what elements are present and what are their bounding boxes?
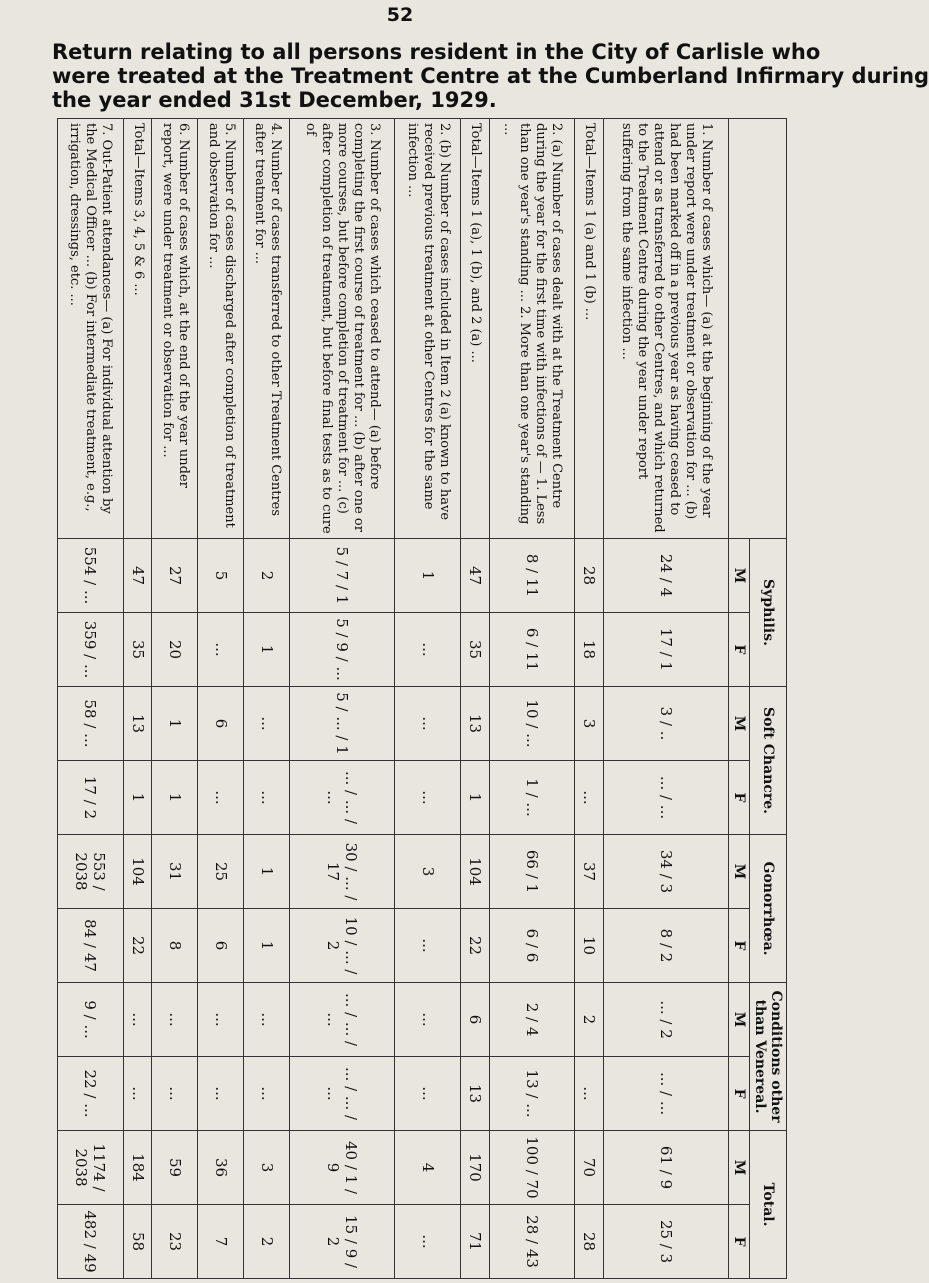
table-cell: 1 / ... (489, 761, 575, 835)
table-cell: ... (152, 983, 198, 1057)
table-row (395, 119, 461, 1279)
table-cell: 28 / 43 (489, 1205, 575, 1279)
row-label: 6. Number of cases which, at the end of the year under report, were under treatment or observation for ... (152, 119, 198, 539)
table-cell: 553 / 2038 (58, 835, 124, 909)
sub-header-m: M (729, 1131, 750, 1205)
sub-header-f: F (729, 613, 750, 687)
table-cell: 5 (198, 539, 244, 613)
table-cell: 104 (461, 835, 490, 909)
group-syphilis: Syphilis. (750, 539, 787, 687)
title-line-3: the year ended 31st December, 1929. (52, 88, 497, 112)
table-cell: 8 / 11 (489, 539, 575, 613)
table-cell: 27 (152, 539, 198, 613)
table-cell: ... / ... (603, 1057, 728, 1131)
table-cell: 3 / .. (603, 687, 728, 761)
page-number: 52 (386, 4, 414, 26)
table-cell: 1 (123, 761, 152, 835)
table-cell: ... / ... (603, 761, 728, 835)
row-label: Total—Items 1 (a) and 1 (b) ... (575, 119, 604, 539)
sub-header-m: M (729, 687, 750, 761)
table-cell: 2 (244, 1205, 290, 1279)
table-cell: ... (244, 1057, 290, 1131)
table-cell: 59 (152, 1131, 198, 1205)
table-cell: 100 / 70 (489, 1131, 575, 1205)
group-total: Total. (750, 1131, 787, 1279)
table-cell: 28 (575, 1205, 604, 1279)
row-label: 2. (a) Number of cases dealt with at the Treatment Centre during the year for the first time with infections of — 1. Less than one year's standing ... 2. More than one year's standing ... (489, 119, 575, 539)
table-cell: 1174 / 2038 (58, 1131, 124, 1205)
table-cell: 20 (152, 613, 198, 687)
table-cell: 2 (244, 539, 290, 613)
table-cell: 84 / 47 (58, 909, 124, 983)
table-cell: 22 (123, 909, 152, 983)
table-cell: 25 (198, 835, 244, 909)
table-cell: 23 (152, 1205, 198, 1279)
table-cell: 5 / ... / 1 (289, 687, 394, 761)
table-cell: 1 (244, 909, 290, 983)
table-cell: 47 (461, 539, 490, 613)
title-line-1: Return relating to all persons resident in the City of Carlisle who (52, 40, 821, 64)
table-cell: ... / ... / ... (289, 1057, 394, 1131)
table-row (244, 119, 290, 1279)
table-cell: 10 / ... (489, 687, 575, 761)
returns-table-container (57, 118, 787, 1278)
table-cell: 13 / ... (489, 1057, 575, 1131)
table-body (58, 119, 729, 1279)
table-cell: 2 / 4 (489, 983, 575, 1057)
document-title (52, 40, 929, 112)
table-cell: 6 / 11 (489, 613, 575, 687)
table-cell: 61 / 9 (603, 1131, 728, 1205)
sub-header-m: M (729, 539, 750, 613)
table-cell: 36 (198, 1131, 244, 1205)
table-cell: 25 / 3 (603, 1205, 728, 1279)
sub-header-f: F (729, 761, 750, 835)
sub-header-m: M (729, 835, 750, 909)
row-label: 7. Out-Patient attendances— (a) For individual attention by the Medical Officer ... (b) For intermediate treatment, e.g., irrigation, dressings, etc. ... (58, 119, 124, 539)
row-label: 1. Number of cases which— (a) at the beginning of the year under report were under treatment or observation for ... (b) had been marked off in a previous year as having ceased to attend or as transferred to other Centres, and which returned to the Treatment Centre during the year under report suffering from the same infection ... (603, 119, 728, 539)
table-cell: 58 / ... (58, 687, 124, 761)
table-row (603, 119, 728, 1279)
table-row (58, 119, 124, 1279)
table-cell: 184 (123, 1131, 152, 1205)
sub-header-f: F (729, 909, 750, 983)
table-row (198, 119, 244, 1279)
table-cell: 359 / ... (58, 613, 124, 687)
table-cell: ... (123, 1057, 152, 1131)
table-cell: 104 (123, 835, 152, 909)
table-cell: ... (575, 1057, 604, 1131)
table-cell: 6 / 6 (489, 909, 575, 983)
table-cell: ... / ... / ... (289, 983, 394, 1057)
table-cell: 3 (575, 687, 604, 761)
table-cell: 22 / ... (58, 1057, 124, 1131)
table-cell: ... / 2 (603, 983, 728, 1057)
table-cell: 58 (123, 1205, 152, 1279)
table-cell: 13 (461, 1057, 490, 1131)
table-cell: 13 (461, 687, 490, 761)
table-cell: 71 (461, 1205, 490, 1279)
table-row (152, 119, 198, 1279)
sub-header-f: F (729, 1205, 750, 1279)
table-cell: 1 (152, 761, 198, 835)
title-line-2: were treated at the Treatment Centre at the Cumberland Infirmary during (52, 64, 929, 88)
table-row (123, 119, 152, 1279)
row-label: Total—Items 1 (a), 1 (b), and 2 (a) ... (461, 119, 490, 539)
table-cell: 17 / 1 (603, 613, 728, 687)
table-cell: ... (395, 613, 461, 687)
table-cell: 1 (244, 835, 290, 909)
table-cell: 37 (575, 835, 604, 909)
table-cell: 31 (152, 835, 198, 909)
table-cell: 10 / ... / 2 (289, 909, 394, 983)
table-cell: 34 / 3 (603, 835, 728, 909)
table-cell: 4 (395, 1131, 461, 1205)
table-cell: ... (152, 1057, 198, 1131)
table-cell: 10 (575, 909, 604, 983)
table-cell: 8 / 2 (603, 909, 728, 983)
table-cell: ... (395, 983, 461, 1057)
table-cell: 66 / 1 (489, 835, 575, 909)
table-cell: 3 (395, 835, 461, 909)
table-cell: 1 (244, 613, 290, 687)
row-label: 5. Number of cases discharged after completion of treatment and observation for ... (198, 119, 244, 539)
table-cell: ... (198, 1057, 244, 1131)
table-cell: 35 (461, 613, 490, 687)
returns-table (57, 118, 787, 1279)
group-gonorrhoea: Gonorrhœa. (750, 835, 787, 983)
table-cell: ... (198, 983, 244, 1057)
table-cell: 554 / ... (58, 539, 124, 613)
table-cell: 24 / 4 (603, 539, 728, 613)
table-cell: 28 (575, 539, 604, 613)
table-cell: 30 / ... / 17 (289, 835, 394, 909)
sub-header-m: M (729, 983, 750, 1057)
table-cell: 1 (395, 539, 461, 613)
table-cell: 170 (461, 1131, 490, 1205)
table-cell: 5 / 7 / 1 (289, 539, 394, 613)
table-cell: 482 / 49 (58, 1205, 124, 1279)
table-cell: 22 (461, 909, 490, 983)
table-cell: 15 / 9 / 2 (289, 1205, 394, 1279)
table-cell: ... (244, 983, 290, 1057)
table-cell: 6 (461, 983, 490, 1057)
table-cell: 5 / 9 / ... (289, 613, 394, 687)
table-cell: 9 / ... (58, 983, 124, 1057)
group-other-conditions: Conditions other than Venereal. (750, 983, 787, 1131)
table-cell: ... / ... / ... (289, 761, 394, 835)
table-row (489, 119, 575, 1279)
table-cell: ... (395, 761, 461, 835)
table-cell: 13 (123, 687, 152, 761)
table-cell: ... (198, 613, 244, 687)
row-label: 2. (b) Number of cases included in Item 2 (a) known to have received previous treatment at other Centres for the same infection ... (395, 119, 461, 539)
row-label: 4. Number of cases transferred to other Treatment Centres after treatment for ... (244, 119, 290, 539)
table-cell: 35 (123, 613, 152, 687)
row-label: 3. Number of cases which ceased to attend— (a) before completing the first course of treatment for ... (b) after one or more courses, but before completion of treatment for ... (c) after completion of treatment, but before final tests as to cure of (289, 119, 394, 539)
table-cell: ... (244, 761, 290, 835)
table-cell: 47 (123, 539, 152, 613)
row-label: Total—Items 3, 4, 5 & 6 ... (123, 119, 152, 539)
table-row (575, 119, 604, 1279)
table-cell: ... (123, 983, 152, 1057)
table-cell: 3 (244, 1131, 290, 1205)
description-header (729, 119, 787, 539)
table-cell: ... (395, 909, 461, 983)
table-cell: ... (575, 761, 604, 835)
table-cell: ... (395, 1205, 461, 1279)
table-row (461, 119, 490, 1279)
group-header-row (750, 119, 787, 1279)
table-cell: 1 (152, 687, 198, 761)
table-cell: 6 (198, 687, 244, 761)
table-cell: 18 (575, 613, 604, 687)
table-cell: 1 (461, 761, 490, 835)
sub-header-f: F (729, 1057, 750, 1131)
table-cell: ... (244, 687, 290, 761)
table-cell: 40 / 1 / 9 (289, 1131, 394, 1205)
table-cell: ... (198, 761, 244, 835)
table-row (289, 119, 394, 1279)
table-cell: ... (395, 687, 461, 761)
table-cell: 70 (575, 1131, 604, 1205)
table-cell: ... (395, 1057, 461, 1131)
table-cell: 2 (575, 983, 604, 1057)
table-cell: 17 / 2 (58, 761, 124, 835)
table-cell: 6 (198, 909, 244, 983)
table-cell: 7 (198, 1205, 244, 1279)
table-cell: 8 (152, 909, 198, 983)
group-soft-chancre: Soft Chancre. (750, 687, 787, 835)
